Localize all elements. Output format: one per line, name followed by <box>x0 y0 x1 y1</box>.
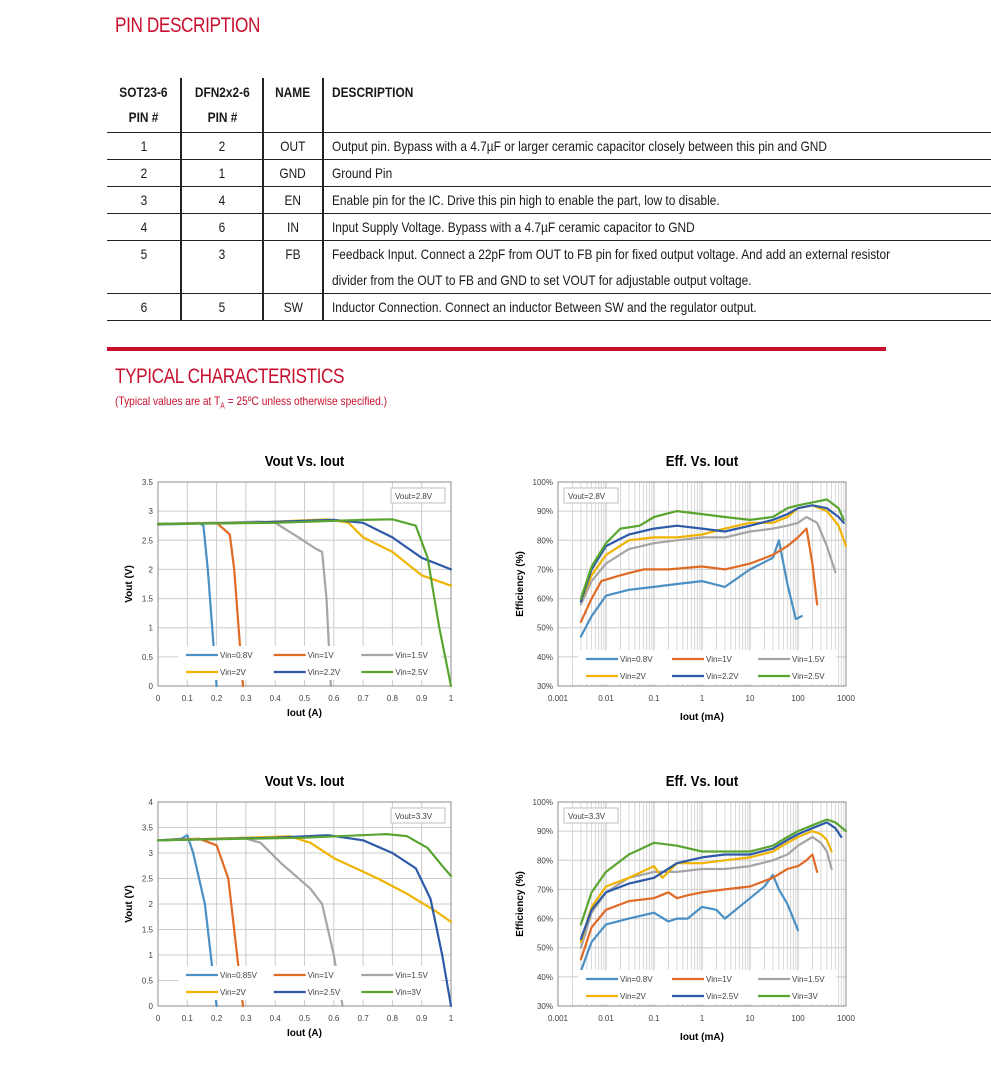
pin-sot: 1 <box>107 133 181 160</box>
y-axis-label: Efficiency (%) <box>515 871 526 937</box>
y-tick-label: 50% <box>536 623 553 633</box>
x-tick-label: 0.5 <box>298 1014 311 1023</box>
pin-name: IN <box>263 214 322 241</box>
chart-title: Vout Vs. Iout <box>264 772 345 790</box>
x-tick-label: 0.1 <box>181 694 193 703</box>
pin-description: Feedback Input. Connect a 22pF from OUT to FB pin for fixed output voltage. And add an external resistor divider from the OUT to FB and GND to set VOUT for adjustable output voltage. <box>323 241 991 294</box>
legend-label: Vin=2.2V <box>706 672 739 681</box>
x-tick-label: 0 <box>155 694 161 703</box>
y-tick-label: 60% <box>536 594 553 604</box>
y-tick-label: 2.5 <box>141 874 153 884</box>
pin-sot: 6 <box>107 294 181 321</box>
annotation-text: Vout=2.8V <box>568 492 606 501</box>
y-tick-label: 50% <box>536 943 553 953</box>
x-axis-label: Iout (A) <box>287 1028 322 1039</box>
pin-description: Inductor Connection. Connect an inductor Between SW and the regulator output. <box>323 294 991 321</box>
pin-row <box>107 241 991 294</box>
legend-label: Vin=1.5V <box>395 971 428 980</box>
pin-dfn: 1 <box>181 160 264 187</box>
legend-label: Vin=2V <box>220 668 246 677</box>
pin-description-heading: PIN DESCRIPTION <box>115 14 261 37</box>
pin-name: EN <box>263 187 322 214</box>
legend-label: Vin=2.5V <box>395 668 428 677</box>
pin-dfn: 2 <box>181 133 264 160</box>
pin-name: OUT <box>263 133 322 160</box>
chart-title: Eff. Vs. Iout <box>665 452 739 470</box>
chart-svg <box>105 765 475 1065</box>
y-tick-label: 3.5 <box>141 823 153 833</box>
pin-description: Input Supply Voltage. Bypass with a 4.7µF ceramic capacitor to GND <box>323 214 991 241</box>
legend-label: Vin=3V <box>792 992 818 1001</box>
chart-title: Vout Vs. Iout <box>264 452 345 470</box>
pin-dfn: 6 <box>181 214 264 241</box>
chart-svg <box>505 445 875 745</box>
x-tick-label: 0.8 <box>386 1014 398 1023</box>
x-tick-label: 0.9 <box>416 1014 428 1023</box>
y-tick-label: 40% <box>536 972 553 982</box>
y-tick-label: 100% <box>532 478 553 487</box>
legend-label: Vin=1V <box>307 651 334 660</box>
x-tick-label: 0.01 <box>598 694 614 703</box>
y-tick-label: 2 <box>148 565 153 575</box>
pin-name: FB <box>263 241 322 294</box>
x-tick-label: 1 <box>448 1014 454 1023</box>
pin-description: Enable pin for the IC. Drive this pin high to enable the part, low to disable. <box>323 187 991 214</box>
y-tick-label: 30% <box>536 1002 553 1011</box>
y-tick-label: 1 <box>148 623 153 633</box>
x-tick-label: 1 <box>448 694 454 703</box>
x-tick-label: 0.1 <box>648 1014 660 1023</box>
chart-svg <box>105 445 475 745</box>
pin-sot: 2 <box>107 160 181 187</box>
y-tick-label: 1.5 <box>141 925 153 935</box>
legend-label: Vin=0.8V <box>220 651 253 660</box>
x-tick-label: 100 <box>791 1014 805 1023</box>
legend-label: Vin=1V <box>706 655 732 664</box>
y-tick-label: 60% <box>536 914 553 924</box>
y-tick-label: 3.5 <box>141 478 153 487</box>
pin-row <box>107 133 991 160</box>
y-tick-label: 1.5 <box>141 594 153 604</box>
x-tick-label: 1000 <box>837 1014 855 1023</box>
annotation-text: Vout=2.8V <box>395 492 433 501</box>
y-tick-label: 100% <box>532 798 553 807</box>
pin-table <box>107 78 991 321</box>
y-tick-label: 0.5 <box>141 976 153 986</box>
x-tick-label: 0.2 <box>211 1014 223 1023</box>
pin-description: Ground Pin <box>323 160 991 187</box>
y-tick-label: 3 <box>148 849 153 858</box>
typical-characteristics-heading: TYPICAL CHARACTERISTICS <box>115 365 345 388</box>
x-tick-label: 0.8 <box>386 694 398 703</box>
pin-row <box>107 187 991 214</box>
y-tick-label: 1 <box>148 951 153 960</box>
x-tick-label: 0.3 <box>240 694 252 703</box>
x-tick-label: 0.4 <box>269 694 281 703</box>
y-tick-label: 40% <box>536 652 553 662</box>
x-tick-label: 0.1 <box>648 694 660 703</box>
y-tick-label: 70% <box>536 885 553 895</box>
legend-label: Vin=0.85V <box>220 971 257 980</box>
legend-label: Vin=2.5V <box>706 992 739 1001</box>
annotation-text: Vout=3.3V <box>568 812 606 821</box>
x-tick-label: 0.6 <box>328 694 340 703</box>
pin-row <box>107 160 991 187</box>
chart-eff-vs-iout-3v3 <box>505 765 875 1070</box>
series-line-vin1v <box>581 529 817 622</box>
legend-label: Vin=1.5V <box>792 655 825 664</box>
annotation-text: Vout=3.3V <box>395 812 433 821</box>
x-tick-label: 0.001 <box>547 1014 569 1023</box>
pin-sot: 5 <box>107 241 181 294</box>
x-tick-label: 0.3 <box>240 1014 252 1023</box>
x-axis-label: Iout (A) <box>287 708 322 719</box>
y-tick-label: 0.5 <box>141 652 153 662</box>
y-tick-label: 3 <box>148 507 153 517</box>
y-tick-label: 80% <box>536 536 553 546</box>
x-tick-label: 0.9 <box>416 694 428 703</box>
pin-sot: 3 <box>107 187 181 214</box>
x-tick-label: 0.01 <box>598 1014 614 1023</box>
x-tick-label: 0.7 <box>357 1014 369 1023</box>
x-tick-label: 1 <box>699 1014 705 1023</box>
legend-label: Vin=2V <box>620 672 646 681</box>
legend-label: Vin=2V <box>220 988 246 997</box>
chart-svg <box>505 765 875 1065</box>
y-tick-label: 0 <box>148 1002 153 1011</box>
y-tick-label: 90% <box>536 507 553 517</box>
legend-label: Vin=0.8V <box>620 655 653 664</box>
x-tick-label: 0.1 <box>181 1014 193 1023</box>
y-axis-label: Vout (V) <box>124 885 135 923</box>
y-axis-label: Vout (V) <box>124 565 135 603</box>
pin-table-header <box>107 78 991 133</box>
legend-label: Vin=0.8V <box>620 975 653 984</box>
y-tick-label: 0 <box>148 682 153 691</box>
y-axis-label: Efficiency (%) <box>515 551 526 617</box>
y-tick-label: 80% <box>536 856 553 866</box>
chart-vout-vs-iout-3v3 <box>105 765 475 1070</box>
header-description: DESCRIPTION <box>331 84 413 100</box>
y-tick-label: 90% <box>536 827 553 837</box>
legend-label: Vin=2.2V <box>307 668 341 677</box>
legend-label: Vin=1V <box>706 975 732 984</box>
header-sot: SOT23-6 PIN # <box>107 78 181 133</box>
x-tick-label: 0 <box>155 1014 161 1023</box>
legend-label: Vin=3V <box>395 988 422 997</box>
x-tick-label: 0.4 <box>269 1014 281 1023</box>
pin-row <box>107 294 991 321</box>
legend-label: Vin=2.5V <box>792 672 825 681</box>
pin-name: GND <box>263 160 322 187</box>
x-tick-label: 1000 <box>837 694 855 703</box>
typical-note: (Typical values are at $T_A$ = 25ºC unless otherwise specified.) <box>115 394 387 411</box>
pin-name: SW <box>263 294 322 321</box>
legend-label: Vin=1.5V <box>395 651 428 660</box>
pin-description: Output pin. Bypass with a 4.7µF or larger ceramic capacitor closely between this pin and GND <box>323 133 991 160</box>
x-tick-label: 0.5 <box>298 694 311 703</box>
y-tick-label: 70% <box>536 565 553 575</box>
x-axis-label: Iout (mA) <box>680 1032 724 1043</box>
x-tick-label: 0.7 <box>357 694 369 703</box>
chart-vout-vs-iout-2v8 <box>105 445 475 750</box>
y-tick-label: 4 <box>148 798 153 807</box>
section-divider <box>107 347 886 351</box>
legend-label: Vin=1.5V <box>792 975 825 984</box>
chart-title: Eff. Vs. Iout <box>665 772 739 790</box>
header-dfn: DFN2x2-6 PIN # <box>181 78 264 133</box>
legend-label: Vin=1V <box>307 971 334 980</box>
pin-dfn: 5 <box>181 294 264 321</box>
y-tick-label: 2.5 <box>141 536 153 546</box>
pin-dfn: 3 <box>181 241 264 294</box>
pin-dfn: 4 <box>181 187 264 214</box>
pin-row <box>107 214 991 241</box>
x-tick-label: 10 <box>745 1014 755 1023</box>
pin-sot: 4 <box>107 214 181 241</box>
chart-eff-vs-iout-2v8 <box>505 445 875 750</box>
x-axis-label: Iout (mA) <box>680 712 724 723</box>
y-tick-label: 2 <box>148 900 153 909</box>
header-name: NAME <box>263 78 322 133</box>
x-tick-label: 0.6 <box>328 1014 340 1023</box>
x-tick-label: 1 <box>699 694 705 703</box>
y-tick-label: 30% <box>536 682 553 691</box>
legend-label: Vin=2.5V <box>307 988 341 997</box>
x-tick-label: 0.001 <box>547 694 569 703</box>
x-tick-label: 10 <box>745 694 755 703</box>
x-tick-label: 0.2 <box>211 694 223 703</box>
x-tick-label: 100 <box>791 694 805 703</box>
legend-label: Vin=2V <box>620 992 646 1001</box>
